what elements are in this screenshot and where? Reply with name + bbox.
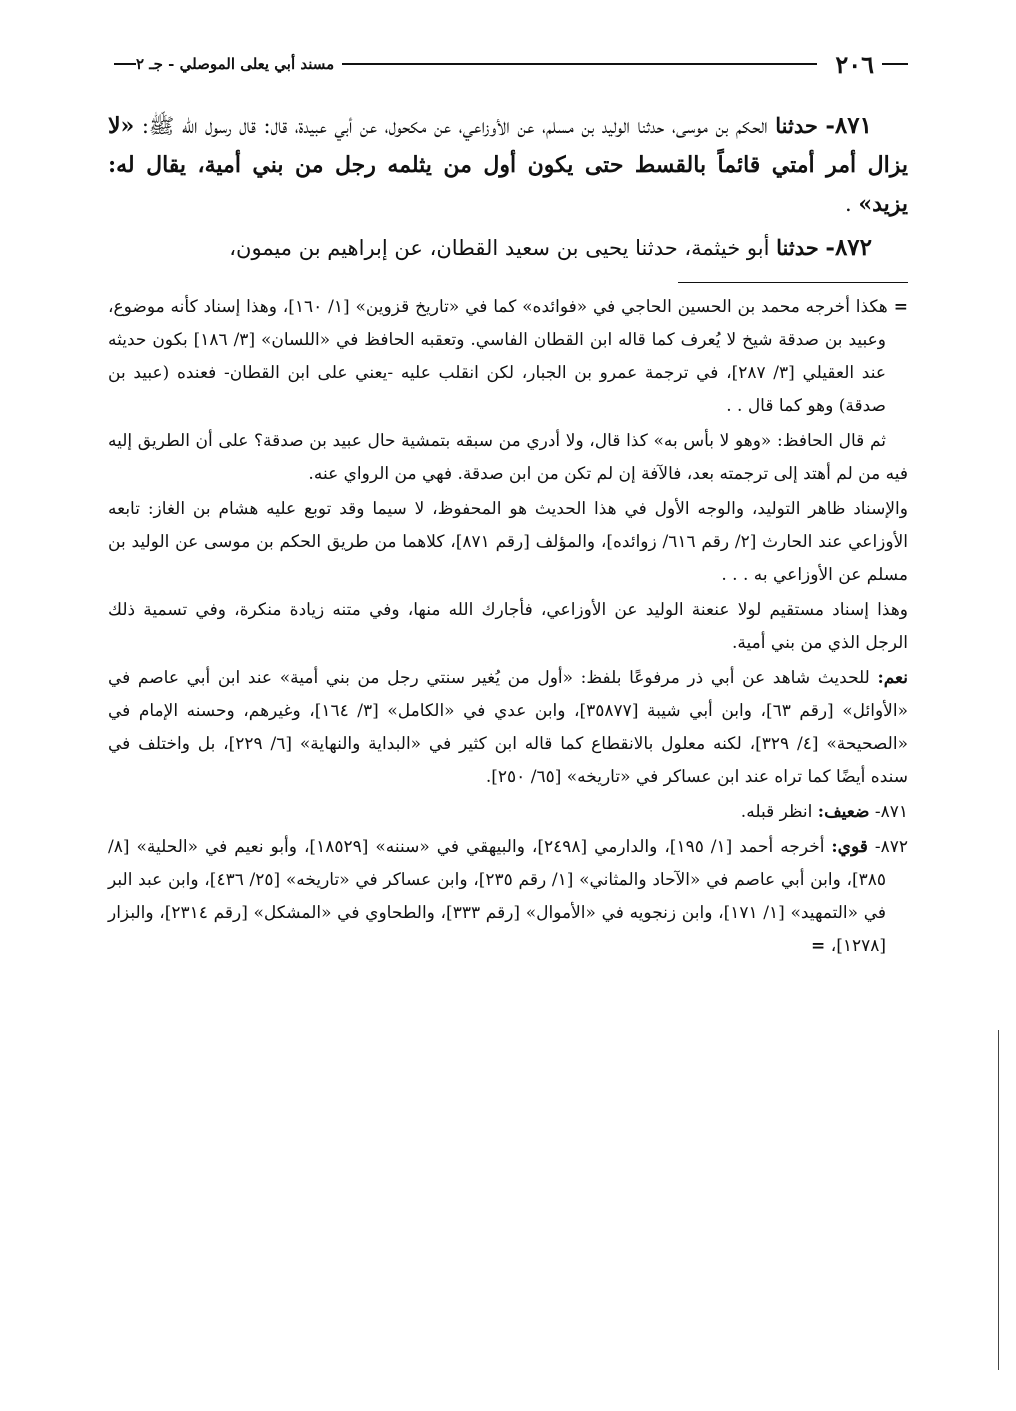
hadith-number: ٨٧١- — [825, 112, 872, 139]
footnote-872 — [108, 831, 908, 963]
header-dash-left — [114, 63, 136, 65]
footnotes — [108, 291, 908, 963]
footnote-paragraph: والإسناد ظاهر التوليد، والوجه الأول في هذا الحديث هو المحفوظ، لا سيما وقد توبع عليه هشام بن الغاز: تابعه الأوزاعي عند الحارث [٢/ رقم ٦١٦/ زوائده]، والمؤلف [رقم ٨٧١]، كلاهما من طريق الحكم بن موسى عن الوليد بن مسلم عن الأوزاعي به . . . — [108, 499, 909, 585]
continuation-mark: = — [893, 297, 908, 317]
running-header — [108, 48, 908, 80]
footnote-paragraph — [108, 291, 908, 423]
header-rule — [342, 63, 817, 65]
hadith-871 — [108, 106, 908, 224]
footnote-871 — [108, 796, 908, 829]
book-title: مسند أبي يعلى الموصلي - جـ ٢ — [136, 55, 335, 73]
footnote-text: للحديث شاهد عن أبي ذر مرفوعًا بلفظ: «أول من يُغير سنتي رجل من بني أمية» عند ابن أبي عاصم في «الأوائل» [رقم ٦٣]، وابن أبي شيبة [٣٥٨٧٧]، وابن عدي في «الكامل» [٣/ ١٦٤]، وغيرهم، وحسنه الإمام في «الصحيحة» [٤/ ٣٢٩]، لكنه معلول بالانقطاع كما قاله ابن كثير في «البداية والنهاية» [٦/ ٢٢٩]، بل واختلف في سنده أيضًا كما تراه عند ابن عساكر في «تاريخه» [٦٥/ ٢٥٠]. — [108, 668, 908, 787]
footnote-paragraph: ثم قال الحافظ: «وهو لا بأس به» كذا قال، ولا أدري من سبقه بتمشية حال عبيد بن صدقة؟ على أن الطريق إليه فيه من لم أهتد إلى ترجمته بعد، فالآفة إن لم تكن من ابن صدقة. فهي من الرواي عنه. — [108, 431, 908, 484]
hadith-number: ٨٧٢- — [825, 234, 872, 261]
hadith-isnad: أبو خيثمة، حدثنا يحيى بن سعيد القطان، عن إبراهيم بن ميمون، — [229, 236, 770, 260]
hadith-end: . — [844, 192, 859, 216]
header-dash-right — [882, 63, 908, 65]
footnote-divider — [678, 282, 908, 283]
footnote-text: انظر قبله. — [740, 802, 818, 822]
footnote-text: هكذا أخرجه محمد بن الحسين الحاجي في «فوائده» كما في «تاريخ قزوين» [١/ ١٦٠]، وهذا إسناد كأنه موضوع، وعبيد بن صدقة شيخ لا يُعرف كما قاله ابن القطان الفاسي. وتعقبه الحافظ في «اللسان» [٣/ ١٨٦] بكون حديثه عند العقيلي [٣/ ٢٨٧]، في ترجمة عمرو بن الجبار، لكن انقلب عليه -يعني على ابن القطان- فعنده (عبيد بن صدقة) وهو كما قال . . — [108, 297, 888, 416]
footnote-text: أخرجه أحمد [١/ ١٩٥]، والدارمي [٢٤٩٨]، والبيهقي في «سننه» [١٨٥٢٩]، وأبو نعيم في «الحلية» [٨/ ٣٨٥]، وابن أبي عاصم في «الآحاد والمثاني» [١/ رقم ٢٣٥]، وابن عساكر في «تاريخه» [٢٥/ ٤٣٦]، وابن عبد البر في «التمهيد» [١/ ١٧١]، وابن زنجويه في «الأموال» [رقم ٣٣٣]، والطحاوي في «المشكل» [رقم ٢٣١٤]، والبزار [١٢٧٨]، — [108, 837, 887, 956]
hadith-matn: «لا يزال أمر أمتي قائماً بالقسط حتى يكون أول من يثلمه رجل من بني أمية، يقال له: يزيد» — [108, 113, 908, 217]
margin-line — [998, 1030, 999, 1370]
hadith-opener: حدثنا — [775, 113, 818, 138]
footnote-label: نعم: — [877, 668, 908, 688]
page-number: ٢٠٦ — [835, 49, 874, 79]
hadith-text — [108, 106, 908, 268]
footnote-paragraph — [108, 662, 908, 794]
grade-label: ضعيف: — [817, 802, 870, 822]
document-page — [108, 48, 908, 965]
footnote-number: ٨٧١- — [874, 802, 908, 822]
hadith-isnad: الحكم بن موسى، حدثنا الوليد بن مسلم، عن الأوزاعي، عن مكحول، عن أبي عبيدة، قال: قال رسول الله ﷺ: — [134, 114, 768, 138]
grade-label: قوي: — [831, 837, 868, 857]
hadith-opener: حدثنا — [776, 235, 819, 260]
footnote-number: ٨٧٢- — [874, 837, 909, 857]
hadith-872 — [108, 228, 908, 268]
footnote-paragraph: وهذا إسناد مستقيم لولا عنعنة الوليد عن الأوزاعي، فأجارك الله منها، وفي متنه زيادة منكرة، وفي تسمية ذلك الرجل الذي من بني أمية. — [108, 600, 908, 653]
continuation-mark: = — [811, 936, 826, 956]
